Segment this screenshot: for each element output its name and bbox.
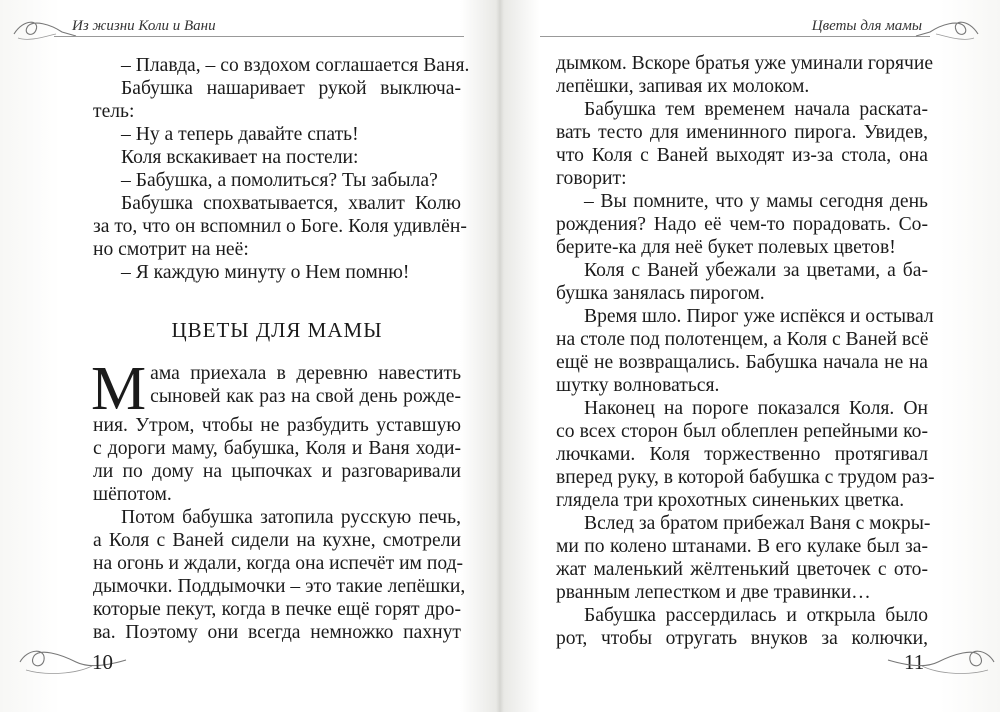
- text-line: ва. Поэтому они всегда немножко пахнут: [93, 622, 461, 643]
- text-line: сыновей как раз на свой день рожде-: [150, 386, 461, 407]
- running-head: Цветы для мамы: [811, 18, 922, 34]
- text-line: Потом бабушка затопила русскую печь,: [121, 507, 461, 528]
- text-line: лепёшки, запивая их молоком.: [556, 76, 810, 97]
- text-line: – Я каждую минуту о Нем помню!: [121, 262, 410, 283]
- header-rule: [54, 36, 464, 37]
- text-block: [556, 52, 935, 650]
- text-line: жат маленький жёлтенький цветочек с ото-: [556, 559, 928, 580]
- text-line: – Вы помните, что у мамы сегодня день: [584, 191, 928, 212]
- text-line: глядела три крохотных синеньких цветка.: [556, 490, 905, 511]
- running-head: Из жизни Коли и Вани: [72, 18, 216, 34]
- text-line: Бабушка тем временем начала раската-: [584, 99, 928, 120]
- text-line: Коля вскакивает на постели:: [121, 147, 359, 168]
- text-line: за то, что он вспомнил о Боге. Коля удивлён-: [93, 216, 467, 237]
- text-line: говорит:: [556, 168, 627, 189]
- text-line: ми по колено штанами. В его кулаке был за-: [556, 536, 928, 557]
- text-line: ещё не возвращались. Бабушка начала не на: [556, 352, 928, 373]
- drop-cap: М: [91, 355, 147, 423]
- flourish-ornament-icon: [912, 14, 982, 44]
- text-line: но смотрит на неё:: [93, 239, 249, 260]
- text-line: Бабушка нашаривает рукой выключа-: [121, 78, 461, 99]
- text-line: ния. Утром, чтобы не разбудить уставшую: [93, 415, 461, 436]
- text-line: которые пекут, когда в печке ещё горят дро-: [93, 599, 461, 620]
- header-rule: [540, 36, 930, 37]
- text-line: лючками. Коля торжественно протягивал: [556, 444, 928, 465]
- text-block-bottom: [91, 355, 466, 644]
- text-line: шёпотом.: [93, 484, 172, 505]
- text-line: рождения? Надо её чем-то порадовать. Со-: [556, 214, 928, 235]
- flourish-ornament-icon: [878, 640, 998, 680]
- text-line: берите-ка для неё букет полевых цветов!: [556, 237, 896, 258]
- text-line: ама приехала в деревню навестить: [150, 363, 461, 384]
- text-line: рот, чтобы отругать внуков за колючки,: [556, 628, 928, 649]
- right-page: [500, 0, 1000, 712]
- text-line: рванным лепестком и две травинки…: [556, 582, 871, 603]
- text-line: с дороги маму, бабушка, Коля и Ваня ходи-: [93, 438, 461, 459]
- text-block-top: [93, 54, 470, 284]
- flourish-ornament-icon: [16, 640, 136, 680]
- text-line: вперед руку, в которой бабушка с трудом раз-: [556, 467, 935, 488]
- text-line: на огонь и ждали, когда она испечёт им под-: [93, 553, 464, 574]
- text-line: дымком. Вскоре братья уже уминали горячие: [556, 53, 934, 74]
- text-line: вать тесто для именинного пирога. Увидев,: [556, 122, 928, 143]
- text-line: тель:: [93, 101, 135, 122]
- text-line: что Коля с Ваней выходят из-за стола, она: [556, 145, 928, 166]
- text-line: а Коля с Ваней сидели на кухне, смотрели: [93, 530, 461, 551]
- text-line: со всех сторон был облеплен репейными ко-: [556, 421, 928, 442]
- text-line: бушка занялась пирогом.: [556, 283, 765, 304]
- text-line: ли по дому на цыпочках и разговаривали: [93, 461, 461, 482]
- text-line: Время шло. Пирог уже испёкся и остывал: [584, 306, 934, 327]
- text-line: Вслед за братом прибежал Ваня с мокры-: [584, 513, 931, 534]
- text-line: – Бабушка, а помолиться? Ты забыла?: [121, 170, 438, 191]
- section-title: ЦВЕТЫ ДЛЯ МАМЫ: [171, 318, 383, 342]
- text-line: Наконец на пороге показался Коля. Он: [584, 398, 928, 419]
- flourish-ornament-icon: [10, 14, 80, 44]
- text-line: – Плавда, – со вздохом соглашается Ваня.: [121, 55, 470, 76]
- page-number: 11: [904, 650, 925, 674]
- page-number: 10: [92, 650, 113, 674]
- text-line: на столе под полотенцем, а Коля с Ваней всё: [556, 329, 929, 350]
- text-line: – Ну а теперь давайте спать!: [121, 124, 359, 145]
- text-line: дымочки. Поддымочки – это такие лепёшки,: [93, 576, 466, 597]
- text-line: Бабушка спохватывается, хвалит Колю: [121, 193, 461, 214]
- text-line: шутку волноваться.: [556, 375, 720, 396]
- text-line: Бабушка рассердилась и открыла было: [584, 605, 928, 626]
- text-line: Коля с Ваней убежали за цветами, а ба-: [584, 260, 928, 281]
